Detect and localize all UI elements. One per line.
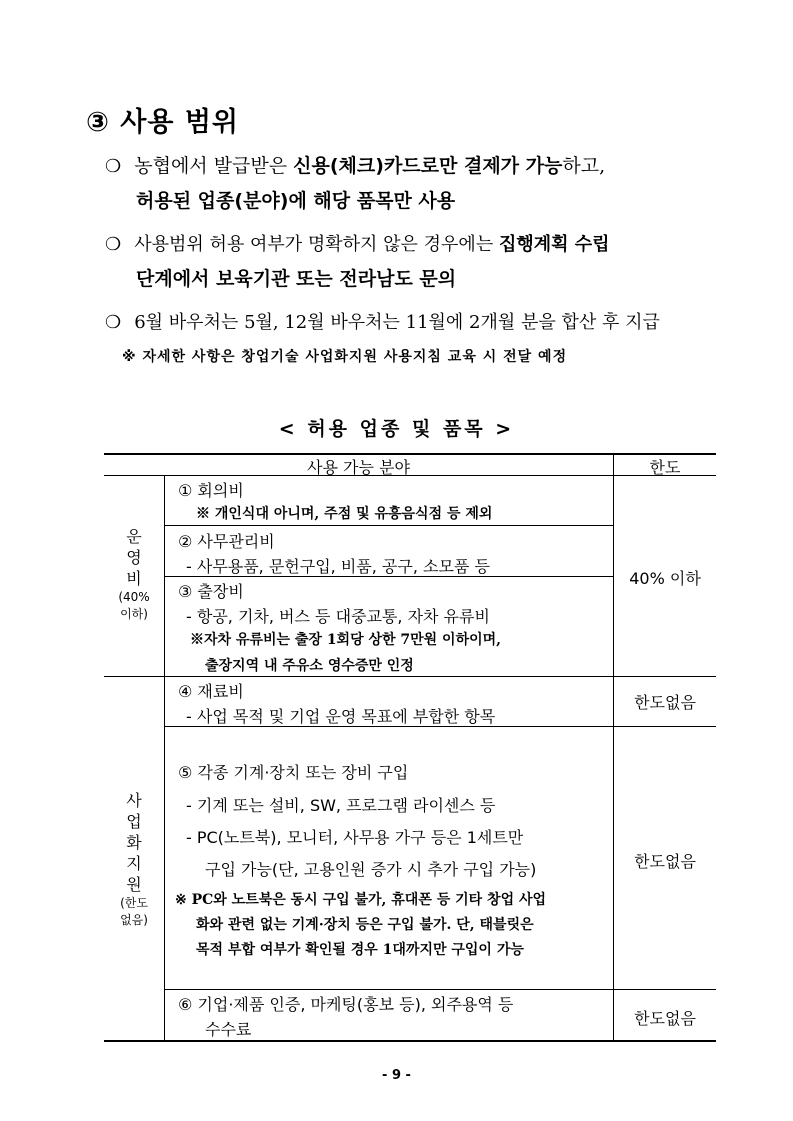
item-title: ④ 재료비 xyxy=(178,682,244,701)
group-sublabel: 없음) xyxy=(120,913,148,927)
bullet-item-3 xyxy=(105,308,660,334)
item-title: ③ 출장비 xyxy=(178,582,244,601)
section-title: 사용 범위 xyxy=(120,107,240,138)
bullet-text: 하고, xyxy=(562,155,606,177)
table-border-bottom xyxy=(104,1040,716,1042)
bullet-marker: ❍ xyxy=(105,156,122,177)
item-detail-note: 화와 관련 없는 기계·장치 등은 구입 불가. 단, 태블릿은 xyxy=(196,917,534,933)
table-header-area: 사용 가능 분야 xyxy=(307,458,410,477)
table-title: < 허용 업종 및 품목 > xyxy=(278,418,515,440)
item-detail-note: 목적 부합 여부가 확인될 경우 1대까지만 구입이 가능 xyxy=(196,942,524,958)
bullet-item-2 xyxy=(105,230,610,256)
group-label-char: 업 xyxy=(126,812,142,831)
item-detail: - 기계 또는 설비, SW, 프로그램 라이센스 등 xyxy=(186,796,496,815)
item-detail: - 사무용품, 문헌구입, 비품, 공구, 소모품 등 xyxy=(186,557,490,576)
bullet-text: 사용범위 허용 여부가 명확하지 않은 경우에는 xyxy=(134,234,499,255)
item-detail: 구입 가능(단, 고용인원 증가 시 추가 구입 가능) xyxy=(205,860,537,879)
group-label-char: 영 xyxy=(126,548,142,567)
bullet-text-emphasis: 허용된 업종(분야)에 해당 품목만 사용 xyxy=(136,190,456,212)
group-label-char: 운 xyxy=(126,527,142,546)
group-label-char: 화 xyxy=(126,833,142,852)
bullet-text-emphasis: 신용(체크)카드로만 결제가 가능 xyxy=(293,155,563,177)
item-title: ① 회의비 xyxy=(178,481,244,500)
group-label-char: 원 xyxy=(126,875,142,894)
limit-value: 한도없음 xyxy=(634,1009,696,1028)
guidance-note: ※ 자세한 사항은 창업기술 사업화지원 사용지침 교육 시 전달 예정 xyxy=(122,349,568,365)
group-sublabel: (40% xyxy=(118,590,150,604)
section-number: ③ xyxy=(86,107,110,138)
item-detail-note: ※ 개인식대 아니며, 주점 및 유흥음식점 등 제외 xyxy=(196,506,493,522)
group-label-char: 비 xyxy=(126,569,142,588)
item-detail: - PC(노트북), 모니터, 사무용 가구 등은 1세트만 xyxy=(186,828,524,847)
section-heading xyxy=(86,100,239,139)
bullet-marker: ❍ xyxy=(105,234,122,255)
item-title: ⑤ 각종 기계·장치 또는 장비 구입 xyxy=(178,763,409,782)
item-detail-note: 출장지역 내 주유소 영수증만 인정 xyxy=(205,658,414,674)
item-detail: 수수료 xyxy=(205,1020,252,1039)
page-number: - 9 - xyxy=(382,1068,411,1083)
bullet-text: 농협에서 발급받은 xyxy=(134,155,294,177)
bullet-text-emphasis: 단계에서 보육기관 또는 전라남도 문의 xyxy=(136,268,457,290)
group-sublabel: (한도 xyxy=(120,896,148,910)
item-detail: - 사업 목적 및 기업 운영 목표에 부합한 항목 xyxy=(186,707,496,726)
table-header-limit: 한도 xyxy=(649,458,681,477)
table-group-divider xyxy=(104,676,716,677)
limit-value: 한도없음 xyxy=(634,693,696,712)
table-row-divider xyxy=(164,989,716,990)
bullet-item-1 xyxy=(105,151,605,178)
item-detail: - 항공, 기차, 버스 등 대중교통, 자차 유류비 xyxy=(186,607,490,626)
group-label-operating xyxy=(104,526,164,623)
limit-value: 40% 이하 xyxy=(629,569,701,588)
group-label-char: 지 xyxy=(126,854,142,873)
bullet-text-emphasis: 집행계획 수립 xyxy=(498,234,610,255)
item-title: ⑥ 기업·제품 인증, 마케팅(홍보 등), 외주용역 등 xyxy=(178,995,514,1014)
group-sublabel: 이하) xyxy=(120,607,148,621)
item-title: ② 사무관리비 xyxy=(178,532,275,551)
group-label-commercialization xyxy=(104,790,164,929)
bullet-text: 6월 바우처는 5월, 12월 바우처는 11월에 2개월 분을 합산 후 지급 xyxy=(134,312,660,333)
item-detail-note: ※ PC와 노트북은 동시 구입 불가, 휴대폰 등 기타 창업 사업 xyxy=(175,892,547,908)
bullet-marker: ❍ xyxy=(105,312,122,333)
limit-value: 한도없음 xyxy=(634,852,696,871)
table-column-divider xyxy=(613,453,614,1042)
item-detail-note: ※자차 유류비는 출장 1회당 상한 7만원 이하이며, xyxy=(190,632,502,648)
table-column-divider xyxy=(164,475,165,1042)
group-label-char: 사 xyxy=(126,791,142,810)
table-row-divider xyxy=(164,525,613,526)
